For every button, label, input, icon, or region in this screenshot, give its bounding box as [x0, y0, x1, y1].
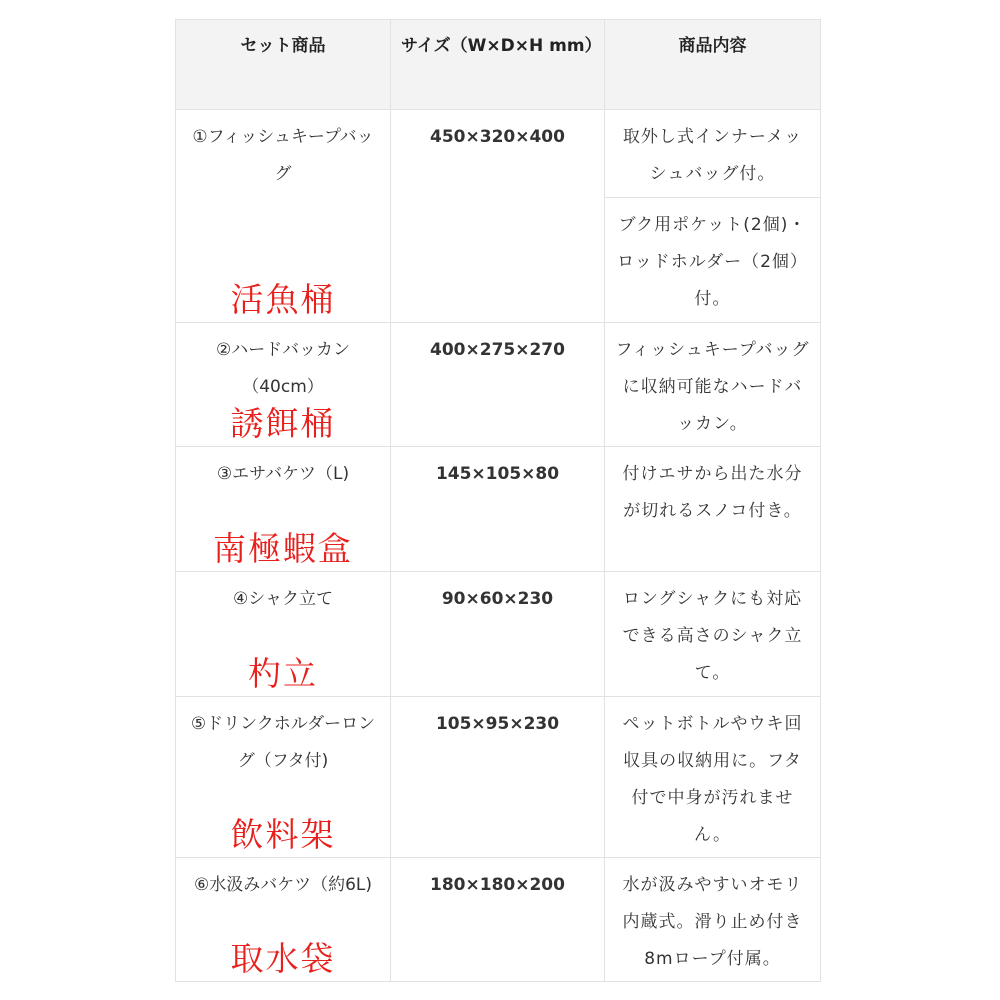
item-name: ⑤ドリンクホルダーロング（フタ付): [190, 714, 376, 771]
annotation-label: 誘餌桶: [230, 404, 336, 443]
item-size: 180×180×200: [391, 858, 605, 982]
item-name: ⑥水汲みバケツ（約6L): [194, 875, 372, 895]
item-name: ④シャク立て: [233, 589, 333, 609]
annotation-label: 取水袋: [230, 939, 336, 978]
annotation-label: 飲料架: [230, 815, 336, 854]
item-name: ③エサバケツ（L): [216, 464, 350, 484]
item-description-extra: ブク用ポケット(2個)・ロッドホルダー（2個）付。: [605, 198, 821, 323]
table-row: [176, 858, 821, 982]
item-description: 付けエサから出た水分が切れるスノコ付き。: [605, 447, 821, 572]
item-name: ②ハードバッカン（40cm）: [216, 340, 350, 397]
item-description: 取外し式インナーメッシュバッグ付。: [605, 110, 821, 198]
annotation-label: 活魚桶: [230, 280, 336, 319]
item-name: ①フィッシュキープバッグ: [192, 127, 374, 184]
item-name-cell: [176, 858, 391, 982]
annotation-label: 杓立: [248, 654, 318, 693]
item-name-cell: [176, 323, 391, 447]
item-name-cell: [176, 447, 391, 572]
table-row: [176, 572, 821, 697]
item-description: ペットボトルやウキ回収具の収納用に。フタ付で中身が汚れません。: [605, 697, 821, 858]
item-description: フィッシュキープバッグに収納可能なハードバッカン。: [605, 323, 821, 447]
table-row: [176, 697, 821, 858]
item-description: 水が汲みやすいオモリ内蔵式。滑り止め付き8mロープ付属。: [605, 858, 821, 982]
table-header-row: [176, 20, 821, 110]
item-size: 105×95×230: [391, 697, 605, 858]
item-size: 450×320×400: [391, 110, 605, 323]
header-set-items: セット商品: [176, 20, 391, 110]
annotation-label: 南極蝦盒: [213, 529, 353, 568]
header-size: サイズ（W×D×H mm）: [391, 20, 605, 110]
table-row: [176, 110, 821, 198]
item-size: 400×275×270: [391, 323, 605, 447]
item-size: 90×60×230: [391, 572, 605, 697]
product-set-table: [175, 19, 821, 982]
table-row: [176, 323, 821, 447]
item-name-cell: [176, 572, 391, 697]
item-size: 145×105×80: [391, 447, 605, 572]
item-description: ロングシャクにも対応できる高さのシャク立て。: [605, 572, 821, 697]
table-row: [176, 447, 821, 572]
item-name-cell: [176, 697, 391, 858]
item-name-cell: [176, 110, 391, 323]
header-contents: 商品内容: [605, 20, 821, 110]
